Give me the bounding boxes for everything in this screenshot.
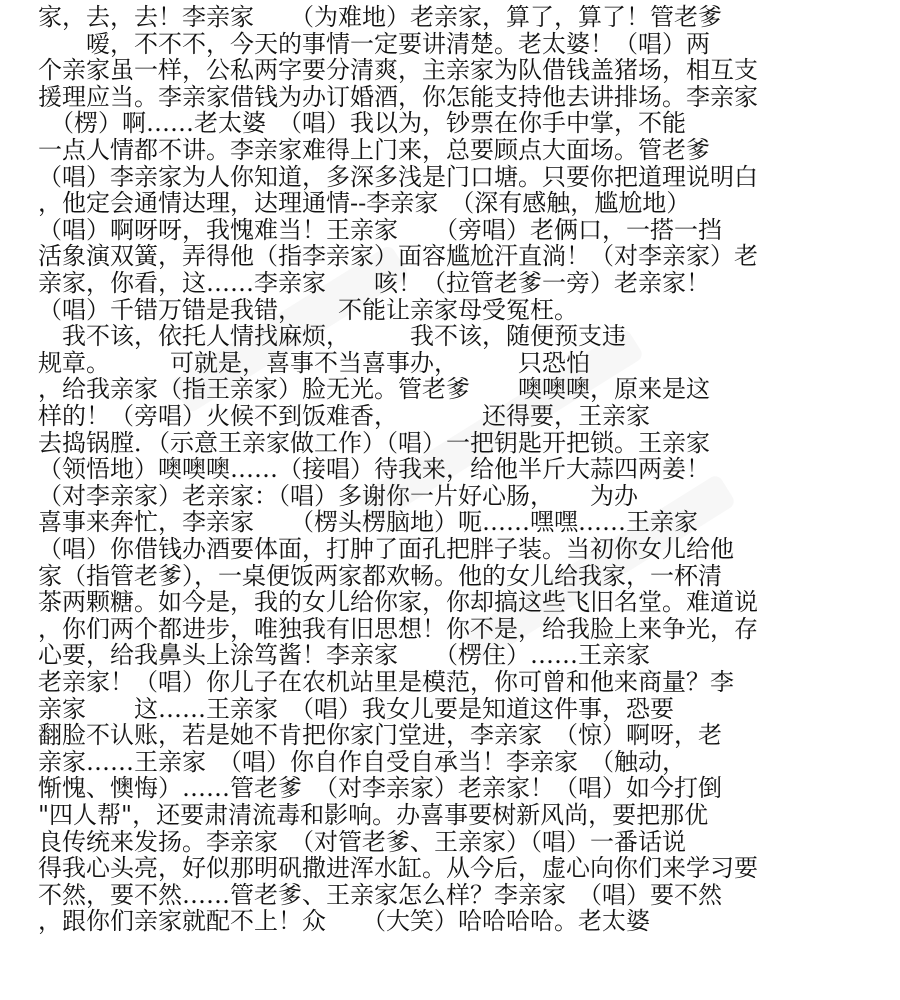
text-line: 心要，给我鼻头上涂笃酱！李亲家 （楞住）……王亲家 xyxy=(38,641,650,670)
text-line: （领悟地）噢噢噢……（接唱）待我来，给他半斤大蒜四两姜！ xyxy=(38,455,710,484)
text-line: 亲家，你看，这……李亲家 咳！（拉管老爹一旁）老亲家！ xyxy=(38,269,710,297)
text-line: 一点人情都不讲。李亲家难得上门来，总要顾点大面场。管老爹 xyxy=(38,136,710,164)
text-line: （对李亲家）老亲家：（唱）多谢你一片好心肠， 为办 xyxy=(38,481,638,510)
text-line: （唱）你借钱办酒要体面，打肿了面孔把胖子装。当初你女儿给他 xyxy=(38,535,734,563)
text-line: ，给我亲家（指王亲家）脸无光。管老爹 噢噢噢，原来是这 xyxy=(38,375,710,404)
text-line: 规章。 可就是，喜事不当喜事办， 只恐怕 xyxy=(38,348,590,377)
text-line: 家（指管老爹），一桌便饭两家都欢畅。他的女儿给我家，一杯清 xyxy=(38,561,722,590)
text-line: 我不该，依托人情找麻烦， 我不该，随便预支违 xyxy=(38,322,626,351)
text-line: 惭愧、懊悔）……管老爹 （对李亲家）老亲家！（唱）如今打倒 xyxy=(38,774,722,803)
text-line: ，跟你们亲家就配不上！众 （大笑）哈哈哈哈。老太婆 xyxy=(38,907,650,936)
text-line: 翻脸不认账，若是她不肯把你家门堂进，李亲家 （惊）啊呀，老 xyxy=(38,721,722,750)
text-line: ，他定会通情达理，达理通情--李亲家 （深有感触，尴尬地） xyxy=(38,189,691,218)
text-line: 援理应当。李亲家借钱为办订婚酒，你怎能支持他去讲排场。李亲家 xyxy=(38,82,758,111)
text-line: 嗳，不不不，今天的事情一定要讲清楚。老太婆！（唱）两 xyxy=(38,29,710,58)
text-line: "四人帮"，还要肃清流毒和影响。办喜事要树新风尚，要把那优 xyxy=(38,801,709,829)
text-line: （唱）啊呀呀，我愧难当！王亲家 （旁唱）老俩口，一搭一挡 xyxy=(38,215,722,244)
text-line: 老亲家！（唱）你儿子在农机站里是模范，你可曾和他来商量？李 xyxy=(38,668,734,696)
text-line: 亲家 这……王亲家 （唱）我女儿要是知道这件事，恐要 xyxy=(38,694,674,723)
text-line: （楞）啊……老太婆 （唱）我以为，钞票在你手中掌，不能 xyxy=(38,109,686,138)
text-line: 样的！（旁唱）火候不到饭难香， 还得要，王亲家 xyxy=(38,402,650,430)
text-line: ，你们两个都进步，唯独我有旧思想！你不是，给我脸上来争光，存 xyxy=(38,614,758,643)
text-line: 个亲家虽一样，公私两字要分清爽，主亲家为队借钱盖猪场，相互支 xyxy=(38,56,758,85)
text-line: （唱）千错万错是我错， 不能让亲家母受冤枉。 xyxy=(38,295,578,324)
text-line: 茶两颗糖。如今是，我的女儿给你家，你却搞这些飞旧名堂。难道说 xyxy=(38,588,758,617)
text-line: 家，去，去！李亲家 （为难地）老亲家，算了，算了！管老爹 xyxy=(38,3,722,31)
text-line: 亲家……王亲家 （唱）你自作自受自承当！李亲家 （触动， xyxy=(38,747,686,776)
text-line: 喜事来奔忙，李亲家 （楞头楞脑地）呃……嘿嘿……王亲家 xyxy=(38,508,698,537)
text-line: 不然，要不然……管老爹、王亲家怎么样？李亲家 （唱）要不然 xyxy=(38,880,722,909)
text-line: 得我心头亮，好似那明矾撒进浑水缸。从今后，虚心向你们来学习要 xyxy=(38,854,758,883)
text-line: （唱）李亲家为人你知道，多深多浅是门口塘。只要你把道理说明白 xyxy=(38,162,758,191)
text-line: 良传统来发扬。李亲家 （对管老爹、王亲家）（唱）一番话说 xyxy=(38,827,686,856)
text-line: 去捣锅膛．（示意王亲家做工作）（唱）一把钥匙开把锁。王亲家 xyxy=(38,428,710,457)
text-line: 活象演双簧，弄得他（指李亲家）面容尴尬汗直淌！（对李亲家）老 xyxy=(38,242,758,271)
